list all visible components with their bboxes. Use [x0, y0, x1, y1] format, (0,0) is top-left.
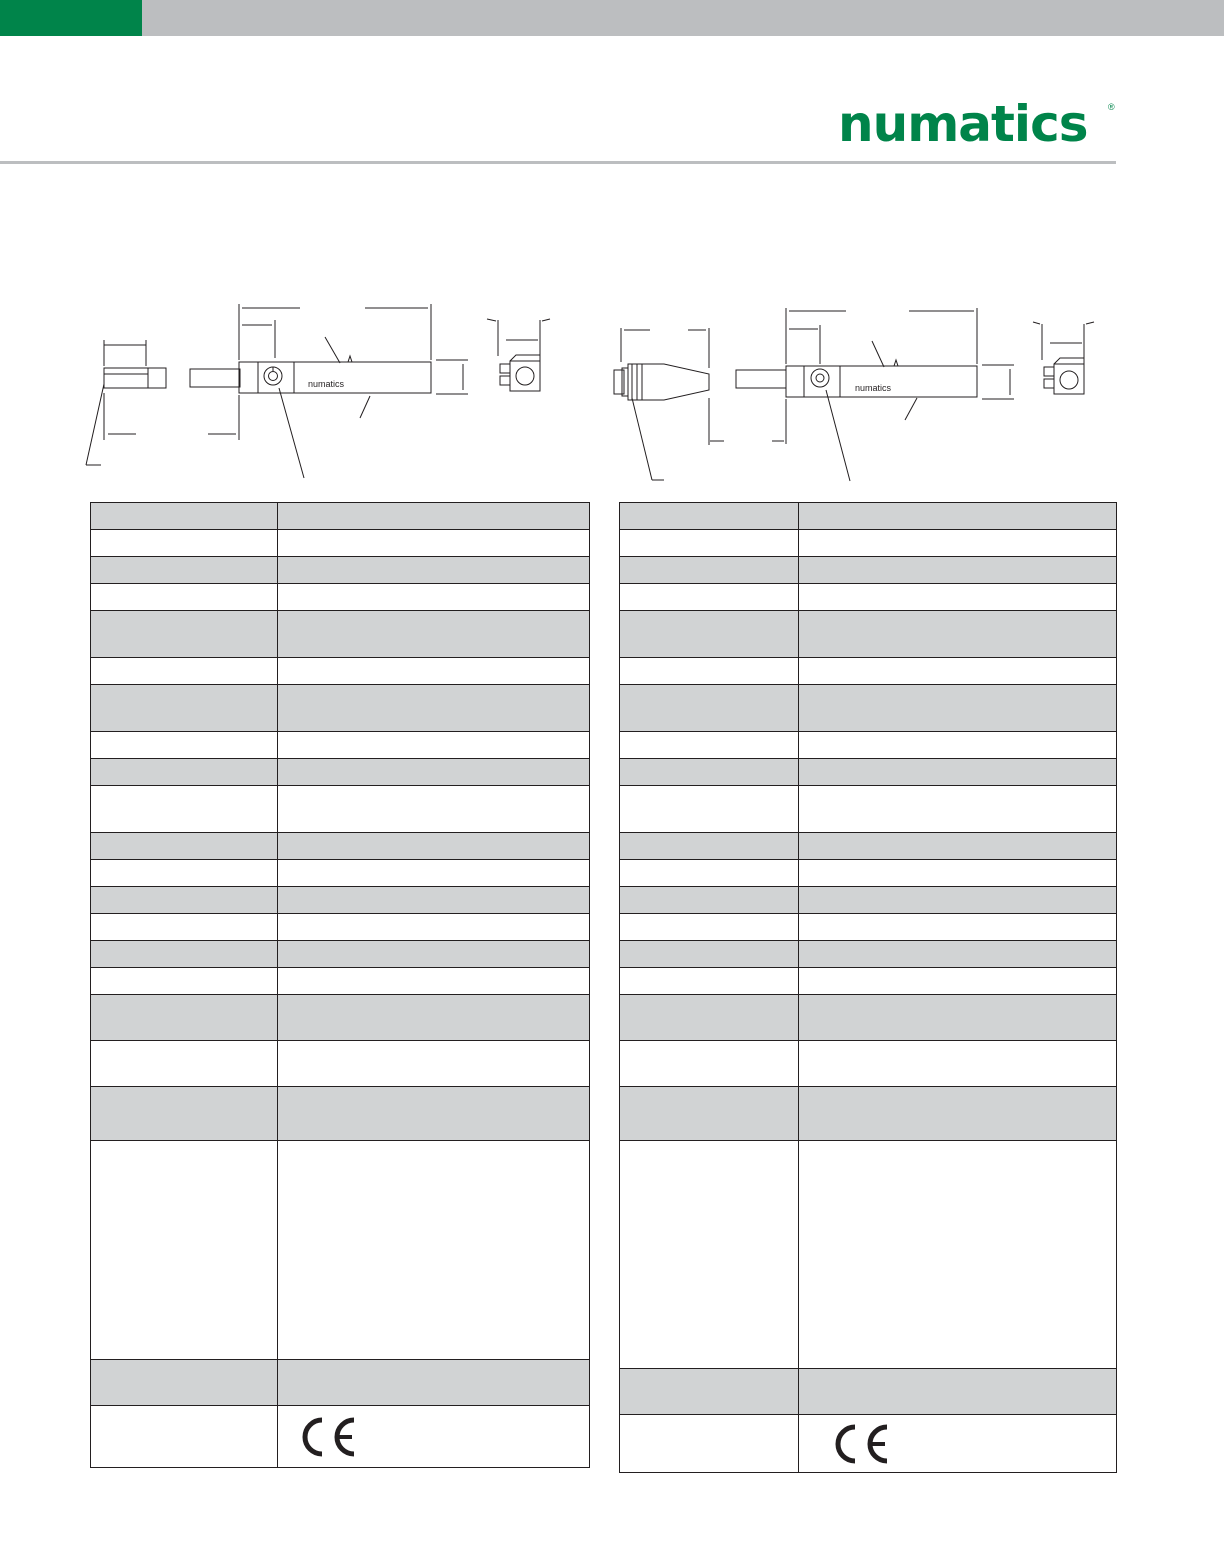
- spec-value-cell: [278, 732, 590, 759]
- spec-label-cell: [620, 941, 799, 968]
- spec-label-cell: [620, 860, 799, 887]
- spec-value-cell: [799, 887, 1117, 914]
- table-row: [91, 914, 590, 941]
- left-spec-table: [90, 502, 590, 1468]
- spec-value-cell: [278, 995, 590, 1041]
- spec-label-cell: [91, 1141, 278, 1360]
- spec-label-cell: [91, 584, 278, 611]
- numatics-logo: [838, 95, 1118, 153]
- table-row: [620, 611, 1117, 658]
- header-accent-block: [0, 0, 142, 36]
- table-row: [620, 833, 1117, 860]
- right-sensor-end-view: [1033, 322, 1094, 394]
- right-body-label: numatics: [855, 383, 892, 393]
- spec-value-cell: [799, 1415, 1117, 1473]
- table-row: [91, 732, 590, 759]
- table-row: [91, 759, 590, 786]
- spec-label-cell: [91, 1041, 278, 1087]
- spec-value-cell: [799, 968, 1117, 995]
- table-row: [620, 1041, 1117, 1087]
- spec-label-cell: [91, 611, 278, 658]
- spec-label-cell: [620, 1141, 799, 1369]
- table-row: [620, 530, 1117, 557]
- sensor-drawings: [0, 290, 1224, 490]
- ce-mark-icon: [292, 1412, 362, 1462]
- spec-label-cell: [620, 1415, 799, 1473]
- spec-label-cell: [620, 503, 799, 530]
- table-row: [620, 503, 1117, 530]
- table-row: [620, 732, 1117, 759]
- spec-value-cell: [278, 786, 590, 833]
- spec-value-cell: [799, 860, 1117, 887]
- spec-value-cell: [799, 584, 1117, 611]
- spec-label-cell: [91, 658, 278, 685]
- table-row: [620, 658, 1117, 685]
- spec-value-cell: [278, 1041, 590, 1087]
- table-row: [620, 1369, 1117, 1415]
- table-row: [620, 968, 1117, 995]
- spec-value-cell: [799, 1041, 1117, 1087]
- spec-label-cell: [91, 941, 278, 968]
- spec-label-cell: [91, 1406, 278, 1468]
- left-body-label: numatics: [308, 379, 345, 389]
- spec-value-cell: [278, 968, 590, 995]
- spec-value-cell: [278, 1141, 590, 1360]
- table-row: [91, 1141, 590, 1360]
- header-rule: [0, 161, 1116, 164]
- spec-value-cell: [799, 914, 1117, 941]
- table-row: [91, 887, 590, 914]
- table-row: [620, 1415, 1117, 1473]
- spec-value-cell: [278, 685, 590, 732]
- spec-value-cell: [278, 1406, 590, 1468]
- spec-label-cell: [91, 685, 278, 732]
- right-connector-side-view: [614, 328, 724, 480]
- table-row: [91, 968, 590, 995]
- table-row: [91, 995, 590, 1041]
- header-bar: [0, 0, 1224, 36]
- table-row: [91, 503, 590, 530]
- spec-value-cell: [799, 658, 1117, 685]
- registered-mark: ®: [1108, 102, 1115, 112]
- spec-label-cell: [91, 503, 278, 530]
- spec-label-cell: [620, 786, 799, 833]
- spec-label-cell: [91, 887, 278, 914]
- spec-value-cell: [278, 887, 590, 914]
- spec-value-cell: [799, 995, 1117, 1041]
- table-row: [91, 941, 590, 968]
- table-row: [91, 685, 590, 732]
- table-row: [91, 658, 590, 685]
- spec-value-cell: [799, 759, 1117, 786]
- spec-label-cell: [620, 611, 799, 658]
- spec-label-cell: [91, 557, 278, 584]
- spec-value-cell: [278, 1360, 590, 1406]
- spec-label-cell: [620, 914, 799, 941]
- table-row: [620, 995, 1117, 1041]
- table-row: [620, 914, 1117, 941]
- table-row: [91, 557, 590, 584]
- table-row: [91, 860, 590, 887]
- table-row: [91, 1406, 590, 1468]
- spec-label-cell: [620, 1369, 799, 1415]
- table-row: [91, 1360, 590, 1406]
- ce-mark-icon: [825, 1419, 895, 1469]
- right-sensor-body: [736, 308, 1014, 481]
- spec-label-cell: [620, 833, 799, 860]
- spec-value-cell: [799, 685, 1117, 732]
- left-connector-side-view: [86, 340, 166, 465]
- table-row: [91, 1087, 590, 1141]
- table-row: [620, 941, 1117, 968]
- table-row: [620, 860, 1117, 887]
- spec-value-cell: [799, 557, 1117, 584]
- left-sensor-end-view: [487, 319, 550, 391]
- spec-value-cell: [278, 833, 590, 860]
- table-row: [620, 759, 1117, 786]
- spec-label-cell: [620, 995, 799, 1041]
- spec-label-cell: [91, 968, 278, 995]
- spec-label-cell: [91, 833, 278, 860]
- right-spec-table: [619, 502, 1117, 1473]
- spec-value-cell: [278, 503, 590, 530]
- spec-value-cell: [278, 759, 590, 786]
- table-row: [620, 887, 1117, 914]
- table-row: [620, 1141, 1117, 1369]
- spec-value-cell: [278, 914, 590, 941]
- table-row: [91, 1041, 590, 1087]
- spec-value-cell: [278, 584, 590, 611]
- spec-label-cell: [91, 1087, 278, 1141]
- spec-label-cell: [620, 732, 799, 759]
- spec-label-cell: [91, 786, 278, 833]
- spec-value-cell: [278, 941, 590, 968]
- spec-label-cell: [620, 530, 799, 557]
- spec-value-cell: [278, 611, 590, 658]
- table-row: [620, 1087, 1117, 1141]
- spec-label-cell: [91, 860, 278, 887]
- spec-label-cell: [91, 759, 278, 786]
- spec-value-cell: [799, 611, 1117, 658]
- spec-value-cell: [799, 1087, 1117, 1141]
- spec-label-cell: [620, 1041, 799, 1087]
- spec-value-cell: [799, 1369, 1117, 1415]
- left-sensor-body: [190, 304, 468, 478]
- spec-label-cell: [620, 887, 799, 914]
- spec-value-cell: [799, 941, 1117, 968]
- spec-value-cell: [799, 1141, 1117, 1369]
- spec-value-cell: [799, 833, 1117, 860]
- spec-value-cell: [278, 860, 590, 887]
- table-row: [91, 833, 590, 860]
- table-row: [91, 584, 590, 611]
- spec-label-cell: [91, 732, 278, 759]
- table-row: [620, 557, 1117, 584]
- spec-label-cell: [620, 968, 799, 995]
- spec-label-cell: [620, 685, 799, 732]
- spec-value-cell: [799, 786, 1117, 833]
- spec-value-cell: [799, 503, 1117, 530]
- spec-value-cell: [278, 530, 590, 557]
- table-row: [91, 786, 590, 833]
- spec-label-cell: [620, 658, 799, 685]
- spec-value-cell: [278, 557, 590, 584]
- spec-label-cell: [91, 995, 278, 1041]
- table-row: [620, 786, 1117, 833]
- spec-label-cell: [620, 584, 799, 611]
- spec-label-cell: [91, 530, 278, 557]
- spec-value-cell: [799, 732, 1117, 759]
- spec-value-cell: [799, 530, 1117, 557]
- table-row: [620, 584, 1117, 611]
- table-row: [620, 685, 1117, 732]
- spec-label-cell: [91, 1360, 278, 1406]
- spec-value-cell: [278, 658, 590, 685]
- spec-label-cell: [620, 759, 799, 786]
- logo-wordmark: numatics: [838, 95, 1088, 153]
- spec-label-cell: [620, 557, 799, 584]
- table-row: [91, 611, 590, 658]
- table-row: [91, 530, 590, 557]
- spec-label-cell: [620, 1087, 799, 1141]
- spec-label-cell: [91, 914, 278, 941]
- spec-value-cell: [278, 1087, 590, 1141]
